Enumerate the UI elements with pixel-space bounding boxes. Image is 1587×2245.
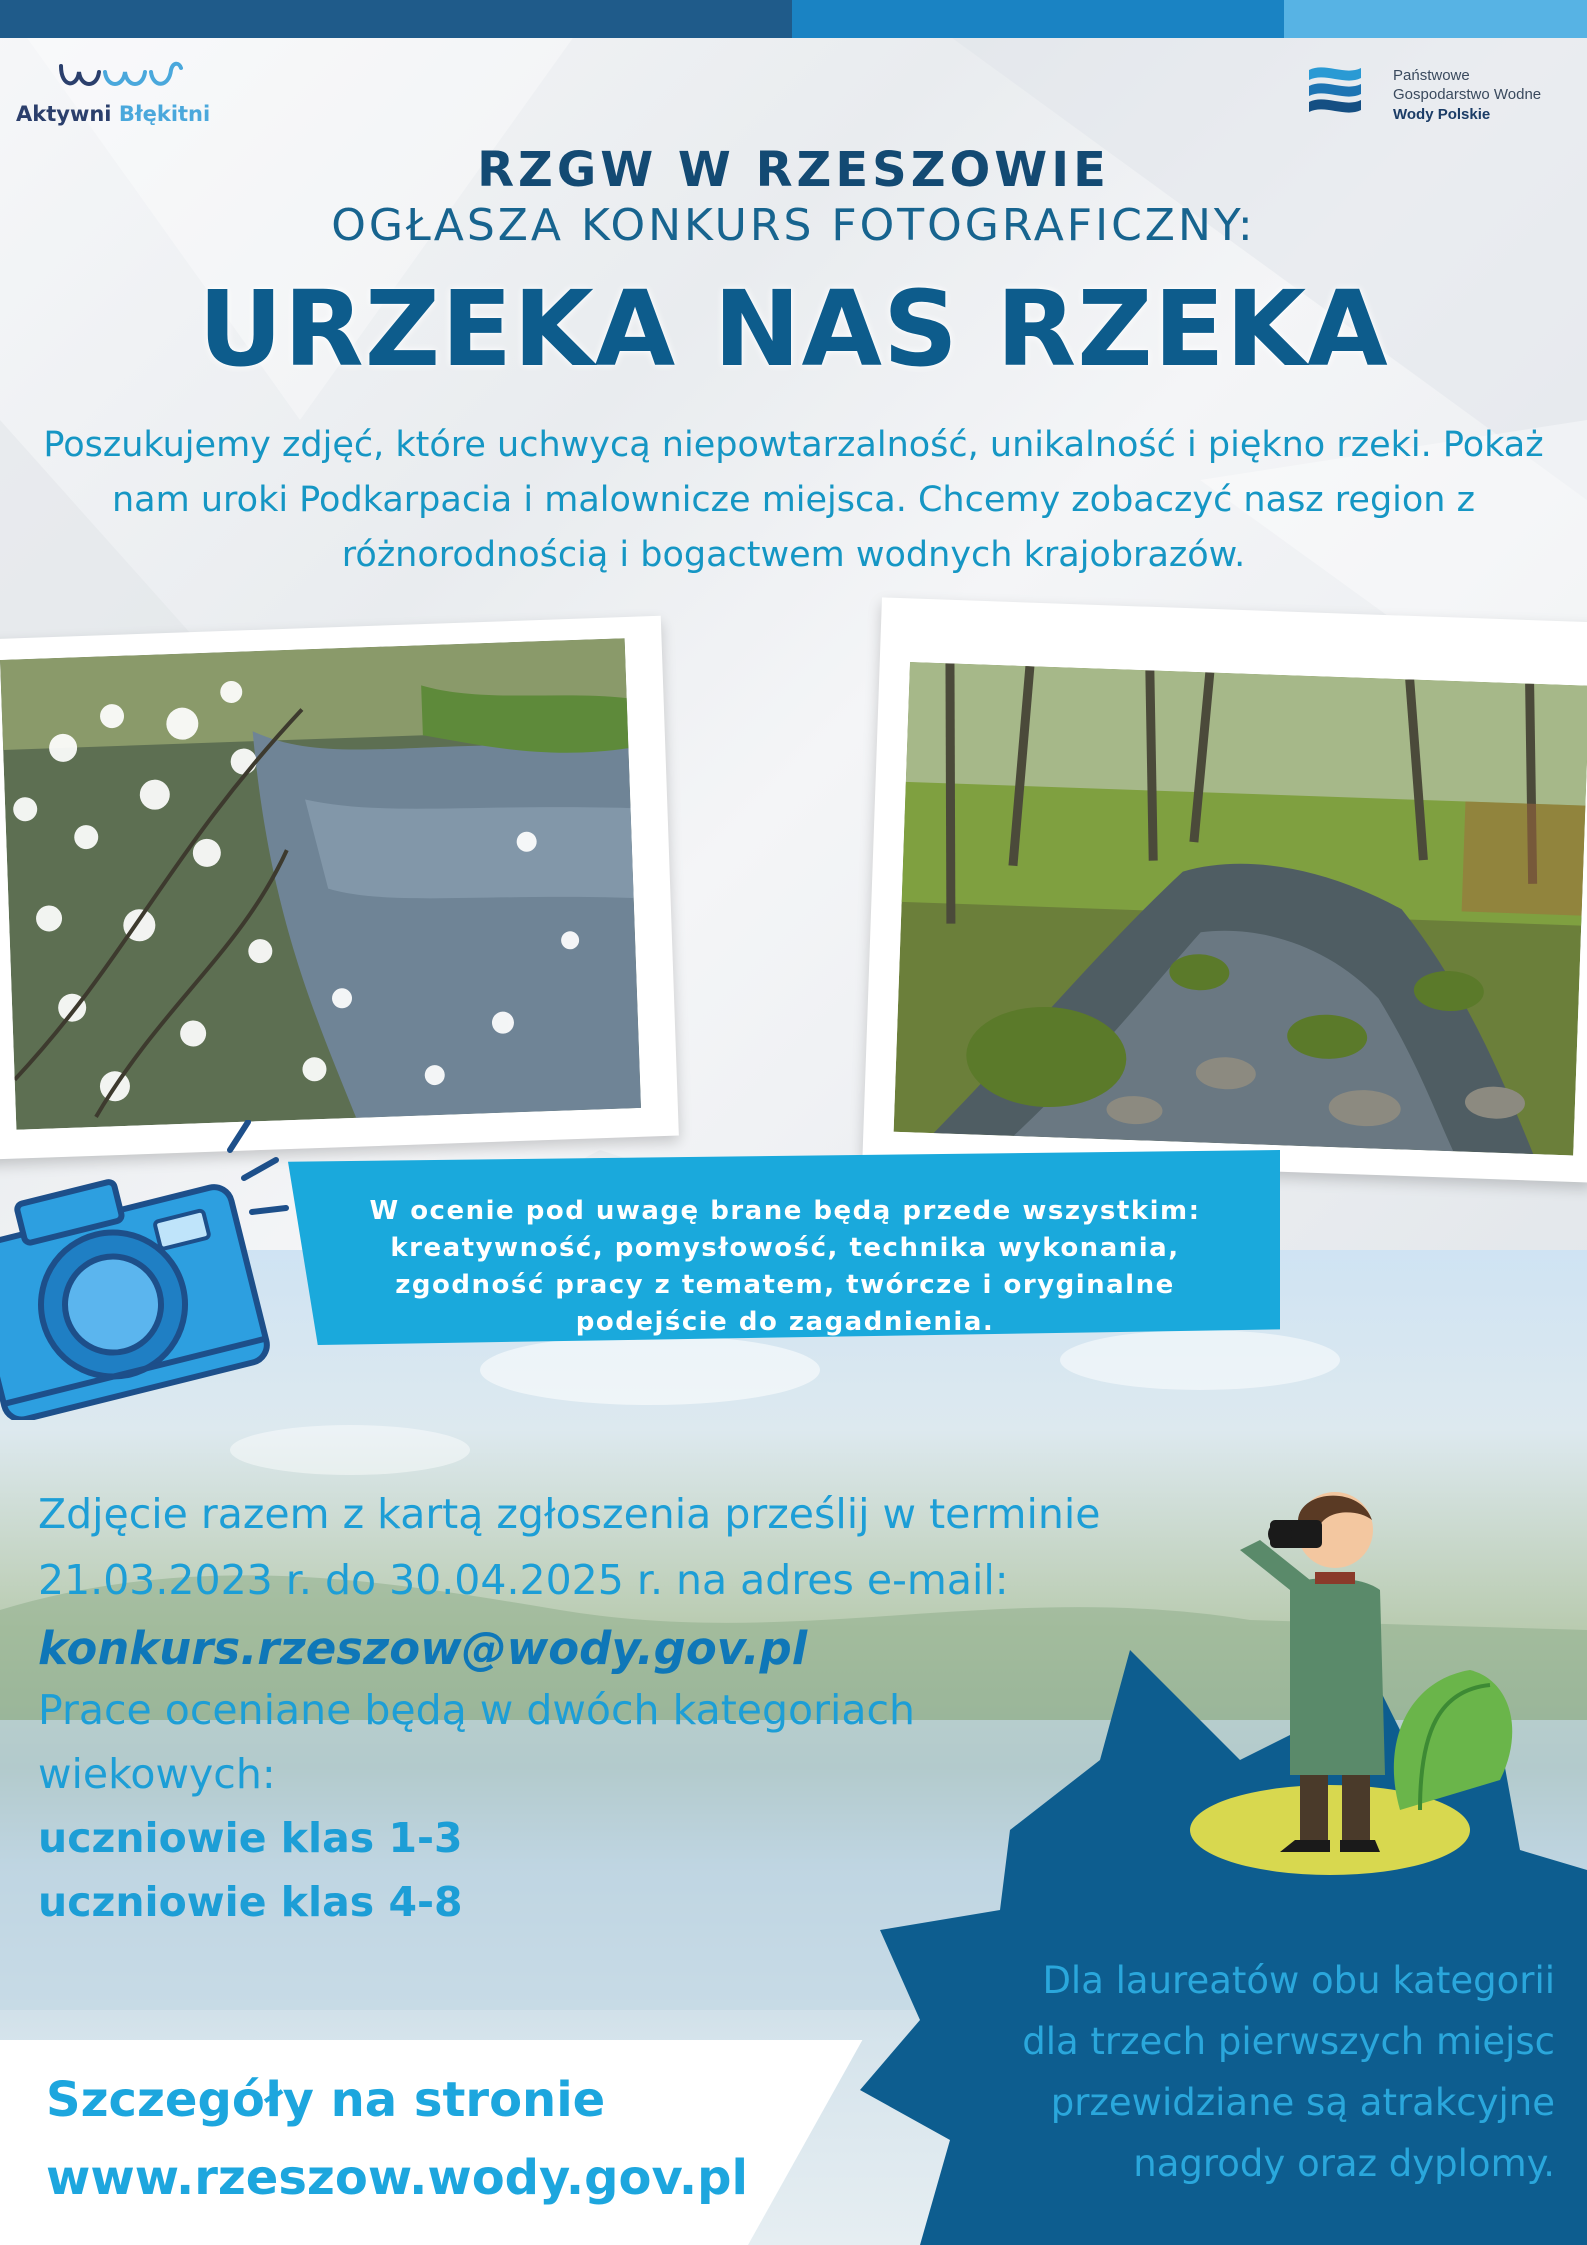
logo-line-3: Wody Polskie [1393, 106, 1491, 123]
category-1: uczniowie klas 1-3 [38, 1814, 463, 1862]
prize-line-4: nagrody oraz dyplomy. [1133, 2142, 1555, 2185]
top-bar-mid [792, 0, 1284, 38]
criteria-line-3: zgodność pracy z tematem, twórcze i oryginalne [395, 1270, 1175, 1300]
top-bar-dark [0, 0, 792, 38]
waves-icon [55, 58, 185, 98]
prize-text [880, 1950, 1555, 2194]
aktywni-blekitni-logo-text: Aktywni Błękitni [16, 102, 211, 126]
criteria-text [300, 1193, 1270, 1341]
criteria-line-2: kreatywność, pomysłowość, technika wykonania, [390, 1233, 1180, 1263]
submission-line-1: Zdjęcie razem z kartą zgłoszenia prześlij w terminie [38, 1490, 1101, 1538]
criteria-line-1: W ocenie pod uwagę brane będą przede wszystkim: [369, 1196, 1201, 1226]
camera-icon [0, 1120, 290, 1420]
wody-polskie-logo [1305, 62, 1385, 130]
contest-email-link[interactable]: konkurs.rzeszow@wody.gov.pl [38, 1622, 808, 1675]
photo-forest-stream [894, 662, 1587, 1155]
submission-line-3: Prace oceniane będą w dwóch kategoriach [38, 1686, 916, 1734]
prize-line-1: Dla laureatów obu kategorii [1042, 1959, 1555, 2002]
prize-line-2: dla trzech pierwszych miejsc [1022, 2020, 1555, 2063]
submission-line-4: wiekowych: [38, 1750, 276, 1798]
contest-title: URZEKA NAS RZEKA [198, 268, 1389, 390]
logo-line-1: Państwowe [1393, 67, 1470, 84]
photographer-illustration [1180, 1480, 1550, 1900]
announcement-heading: OGŁASZA KONKURS FOTOGRAFICZNY: [331, 200, 1256, 251]
details-heading: Szczegóły na stronie [46, 2072, 606, 2128]
criteria-line-4: podejście do zagadnienia. [575, 1307, 995, 1337]
logo-line-2: Gospodarstwo Wodne [1393, 86, 1542, 103]
prize-line-3: przewidziane są atrakcyjne [1050, 2081, 1555, 2124]
website-link[interactable]: www.rzeszow.wody.gov.pl [46, 2150, 748, 2206]
category-2: uczniowie klas 4-8 [38, 1878, 463, 1926]
organizer-heading: RZGW W RZESZOWIE [477, 142, 1110, 198]
top-bar-light [1284, 0, 1587, 38]
submission-line-2: 21.03.2023 r. do 30.04.2025 r. na adres e-mail: [38, 1556, 1009, 1604]
photo-blossom-river [0, 638, 641, 1130]
details-box [0, 2040, 880, 2245]
intro-paragraph: Poszukujemy zdjęć, które uchwycą niepowtarzalność, unikalność i piękno rzeki. Pokaż nam uroki Podkarpacia i malownicze miejsca. Chcemy zobaczyć nasz region z różnorodnością i bogactwem wodnych krajobrazów. [43, 425, 1544, 575]
